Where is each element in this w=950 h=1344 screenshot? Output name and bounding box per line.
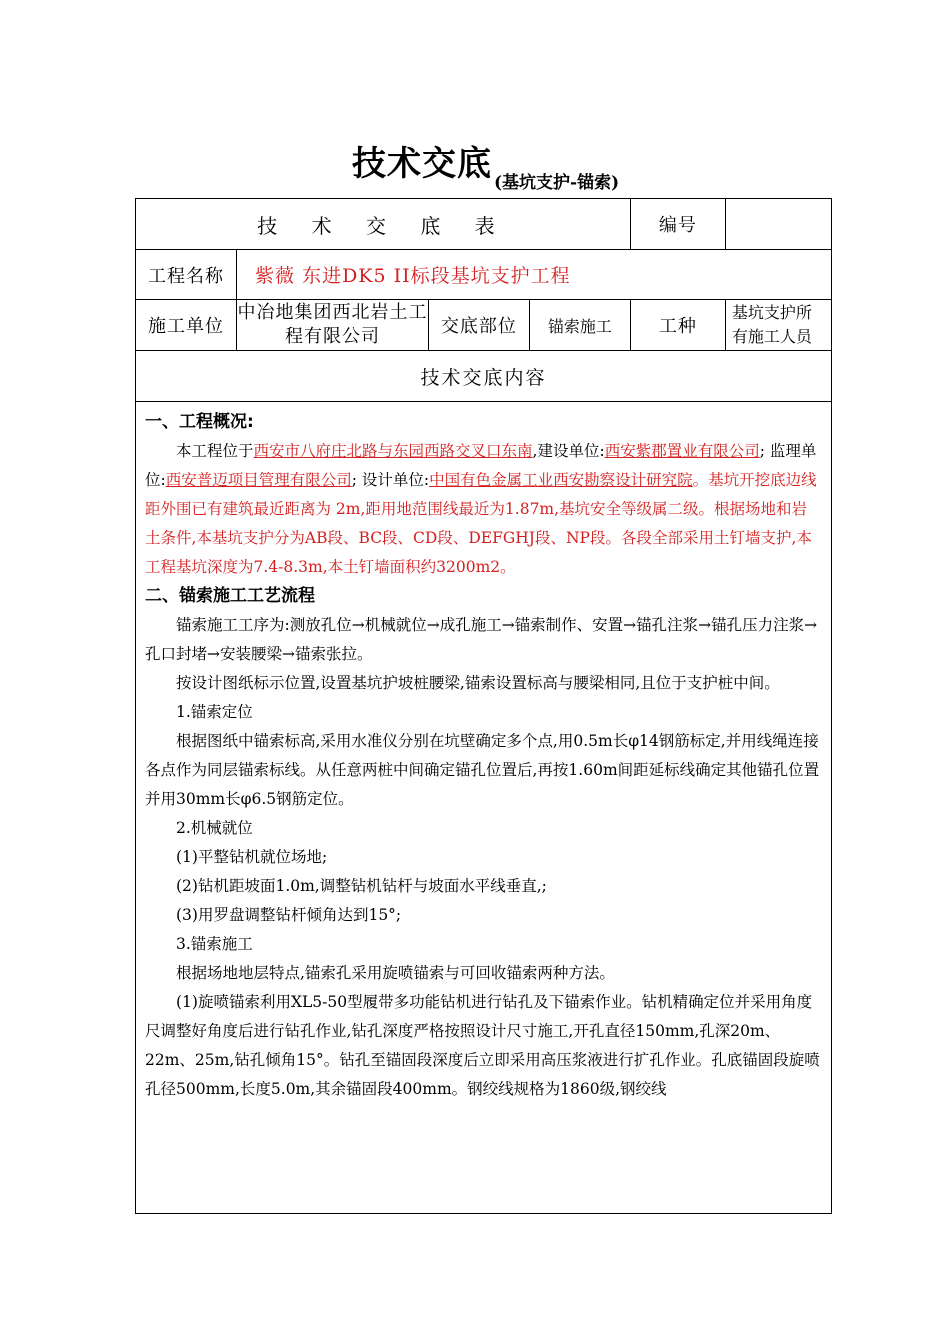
disclosure-part-value: 锚索施工 — [529, 300, 630, 351]
number-value — [725, 199, 831, 250]
owner-unit: 西安紫郡置业有限公司 — [604, 442, 760, 460]
construction-unit-value: 中冶地集团西北岩土工程有限公司 — [237, 300, 429, 351]
supervision-unit: 西安普迈项目管理有限公司 — [165, 471, 352, 489]
paragraph: 锚索施工工序为:测放孔位→机械就位→成孔施工→锚索制作、安置→锚孔注浆→锚孔压力注浆→孔口封堵→安装腰梁→锚索张拉。 — [145, 616, 818, 663]
paragraph: (1)平整钻机就位场地; — [176, 848, 328, 866]
project-name-value: 紫薇 东进DK5 II标段基坑支护工程 — [237, 250, 832, 300]
section-1-title: 一、工程概况: — [145, 412, 254, 432]
overview-text: ; 监理单位: — [145, 442, 817, 489]
construction-unit-label: 施工单位 — [136, 300, 237, 351]
paragraph: (3)用罗盘调整钻杆倾角达到15°; — [176, 906, 402, 924]
paragraph: (1)旋喷锚索利用XL5-50型履带多功能钻机进行钻孔及下锚索作业。钻机精确定位并采用角度尺调整好角度后进行钻孔作业,钻孔深度严格按照设计尺寸施工,开孔直径150mm,孔深20m、22m、25m,钻孔倾角15°。钻孔至锚固段深度后立即采用高压浆液进行扩孔作业。孔底锚固段旋喷孔径500mm,长度5.0m,其余锚固段400mm。钢绞线规格为1860级,钢绞线 — [145, 993, 820, 1098]
subheading: 2.机械就位 — [176, 819, 253, 837]
document-title: 技术交底 — [352, 144, 492, 184]
design-unit: 中国有色金属工业西安勘察设计研究院 — [429, 471, 693, 489]
project-name-label: 工程名称 — [136, 250, 237, 300]
disclosure-part-label: 交底部位 — [428, 300, 529, 351]
disclosure-content — [136, 402, 832, 1214]
overview-text: ; 设计单位: — [351, 471, 430, 489]
document-title-block — [0, 136, 950, 196]
table-header: 技 术 交 底 表 — [136, 199, 631, 250]
trade-label: 工种 — [630, 300, 725, 351]
section-2-title: 二、锚索施工工艺流程 — [145, 586, 315, 606]
trade-value: 基坑支护所有施工人员 — [725, 300, 831, 351]
overview-text: ,建设单位: — [532, 442, 605, 460]
paragraph: (2)钻机距坡面1.0m,调整钻机钻杆与坡面水平线垂直,; — [176, 877, 547, 895]
overview-details: 。基坑开挖底边线距外围已有建筑最近距离为 2m,距用地范围线最近为1.87m,基坑安全等级属二级。根据场地和岩土条件,本基坑支护分为AB段、BC段、CD段、DEFGHJ段、NP段。各段全部采用土钉墙支护,本工程基坑深度为7.4-8.3m,本土钉墙面积约3200m2。 — [145, 471, 817, 576]
overview-text: 本工程位于 — [176, 442, 254, 460]
subheading: 3.锚索施工 — [176, 935, 253, 953]
number-label: 编号 — [630, 199, 725, 250]
paragraph: 根据图纸中锚索标高,采用水准仪分别在坑壁确定多个点,用0.5m长φ14钢筋标定,并用线绳连接各点作为同层锚索标线。从任意两桩中间确定锚孔位置后,再按1.60m间距延标线确定其他锚孔位置并用30mm长φ6.5钢筋定位。 — [145, 732, 820, 808]
paragraph: 根据场地地层特点,锚索孔采用旋喷锚索与可回收锚索两种方法。 — [176, 964, 615, 982]
paragraph: 按设计图纸标示位置,设置基坑护坡桩腰梁,锚索设置标高与腰梁相同,且位于支护桩中间。 — [176, 674, 780, 692]
content-header: 技术交底内容 — [136, 351, 832, 402]
disclosure-table — [135, 198, 832, 1214]
project-location: 西安市八府庄北路与东园西路交叉口东南 — [253, 442, 533, 460]
subheading: 1.锚索定位 — [176, 703, 253, 721]
overview-paragraph — [145, 437, 822, 582]
document-subtitle: (基坑支护-锚索) — [494, 173, 620, 193]
